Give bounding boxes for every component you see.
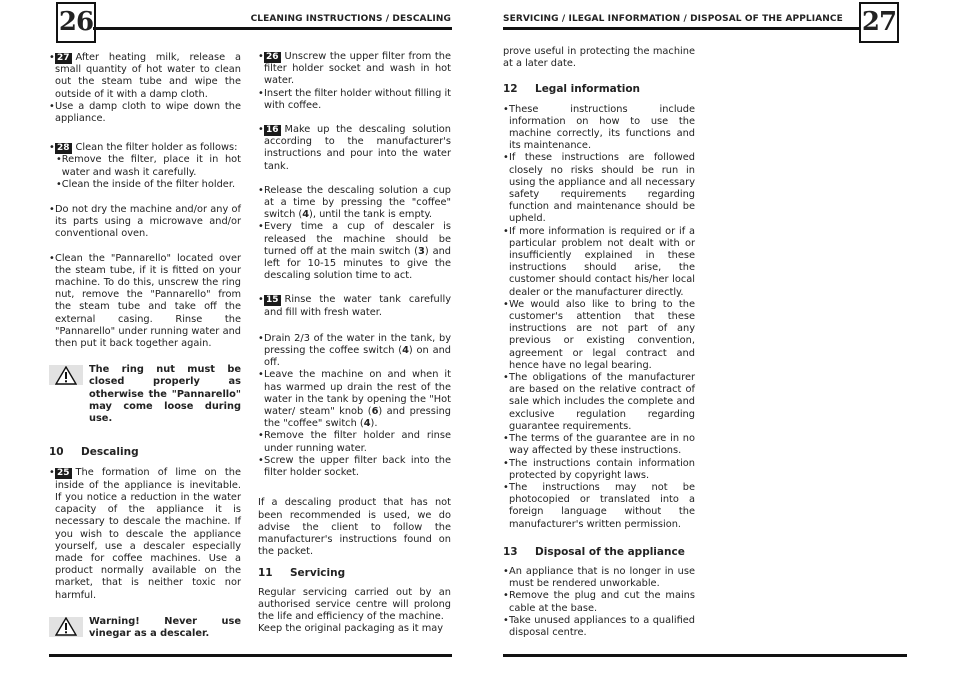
list-item: • 27 After heating milk, release a small quantity of hot water to clean out the steam tube and wipe the outside of it with a damp cloth. — [49, 52, 241, 100]
list-item: • Remove the plug and cut the mains cable at the base. — [503, 590, 695, 614]
list-item: • Release the descaling solution a cup at a time by pressing the "coffee" switch (4), until the tank is empty. — [258, 184, 451, 221]
list-item: • Screw the upper filter back into the filter holder socket. — [258, 454, 451, 479]
section-heading: 11 Servicing — [258, 567, 346, 580]
figure-badge: 27 — [57, 53, 70, 63]
sub-list-item: • Clean the inside of the filter holder. — [56, 178, 236, 190]
list-item: • Remove the filter holder and rinse under running water. — [258, 430, 451, 454]
figure-badge: 16 — [266, 125, 279, 136]
figure-badge: 15 — [266, 295, 279, 306]
figure-badge: 28 — [57, 143, 70, 154]
section-heading: 10 Descaling — [49, 446, 139, 459]
header-rule-right — [503, 27, 859, 30]
list-item: • We would also like to bring to the customer's attention that these instructions are not part of any previous or existing convention, agreement or legal contract and hence have no legal bearing. — [503, 298, 695, 371]
header-title-right: SERVICING / ILEGAL INFORMATION / DISPOSAL OF THE APPLIANCE — [503, 14, 843, 24]
list-item: • Insert the filter holder without filling it with coffee. — [258, 87, 452, 111]
header-title-left: CLEANING INSTRUCTIONS / DESCALING — [250, 14, 451, 24]
list-item: • The instructions contain information protected by copyright laws. — [503, 457, 695, 481]
list-item: • Use a damp cloth to wipe down the appliance. — [49, 100, 241, 125]
list-item: • Every time a cup of descaler is released the machine should be turned off at the main switch (3) and left for 10-15 minutes to give the descaling solution time to act. — [258, 221, 451, 282]
left-column-1 — [49, 52, 241, 640]
paragraph: Regular servicing carried out by an authorised service centre will prolong the life and efficiency of the machine. — [258, 586, 451, 622]
list-item: • These instructions include information on how to use the machine correctly, its functions and its maintenance. — [503, 103, 695, 152]
right-column — [503, 46, 695, 639]
warning-note: Warning! Never use vinegar as a descaler. — [49, 616, 241, 640]
warning-note: The ring nut must be closed properly as otherwise the "Pannarello" may come loose during use. — [49, 364, 241, 425]
list-item: • Clean the "Pannarello" located over the steam tube, if it is fitted on your machine. To do this, unscrew the ring nut, remove the "Pannarello" from the steam tube and take off the external casing. Rinse the "Pannarello" under running water and then put it back together again. — [49, 252, 241, 350]
figure-badge: 26 — [266, 52, 279, 62]
list-item: • Do not dry the machine and/or any of its parts using a microwave and/or conventional oven. — [49, 204, 241, 240]
list-item: • The instructions may not be photocopied or translated into a foreign language without the manufacturer's written permission. — [503, 481, 695, 530]
warning-icon — [49, 617, 83, 637]
paragraph: Keep the original packaging as it may — [258, 623, 444, 635]
paragraph: prove useful in protecting the machine at a later date. — [503, 46, 695, 70]
list-item: • The obligations of the manufacturer are based on the relative contract of sale which includes the complete and exclusive regulation regarding guarantee requirements. — [503, 372, 695, 432]
list-item: • 16 Make up the descaling solution according to the manufacturer's instructions and pour into the water tank. — [258, 124, 451, 172]
footer-rule-right — [503, 654, 907, 657]
list-item: • Drain 2/3 of the water in the tank, by pressing the coffee switch (4) on and off. — [258, 332, 452, 369]
page-number-right: 27 — [859, 2, 899, 43]
list-item: • 28 Clean the filter holder as follows: — [49, 142, 238, 154]
list-item: • If more information is required or if a particular problem not dealt with or insufficiently explained in these instructions should arise, the customer should contact his/her local dealer or the manufacturer directly. — [503, 225, 695, 298]
paragraph: If a descaling product that has not been recommended is used, we do advise the client to follow the manufacturer's instructions found on the packet. — [258, 497, 451, 558]
figure-badge: 25 — [57, 468, 70, 479]
page-number-left: 26 — [56, 2, 96, 43]
sub-list-item: • Remove the filter, place it in hot water and wash it carefully. — [56, 154, 241, 178]
list-item: • The terms of the guarantee are in no way affected by these instructions. — [503, 433, 695, 457]
header-rule-left — [93, 27, 452, 30]
warning-icon — [49, 365, 83, 385]
list-item: • 15 Rinse the water tank carefully and fill with fresh water. — [258, 294, 451, 318]
list-item: • 25 The formation of lime on the inside of the appliance is inevitable. If you notice a reduction in the water capacity of the appliance it is necessary to descale the machine. If you wish to descale the appliance yourself, use a descaler especially made for coffee machines. Use a product normally available on the market, that is neither toxic nor harmful. — [49, 467, 241, 601]
section-heading: 12 Legal information — [503, 83, 641, 96]
list-item: • Take unused appliances to a qualified disposal centre. — [503, 614, 695, 638]
section-heading: 13 Disposal of the appliance — [503, 545, 685, 558]
list-item: • 26 Unscrew the upper filter from the filter holder socket and wash in hot water. — [258, 51, 451, 87]
list-item: • An appliance that is no longer in use must be rendered unworkable. — [503, 565, 695, 590]
left-column-2 — [258, 51, 451, 635]
list-item: • If these instructions are followed closely no risks should be run in using the appliance and all necessary safety requirements regarding function and maintenance should be upheld. — [503, 152, 695, 225]
list-item: • Leave the machine on and when it has warmed up drain the rest of the water in the tank by opening the "Hot water/ steam" knob (6) and pressing the "coffee" switch (4). — [258, 369, 451, 430]
footer-rule-left — [49, 654, 452, 657]
